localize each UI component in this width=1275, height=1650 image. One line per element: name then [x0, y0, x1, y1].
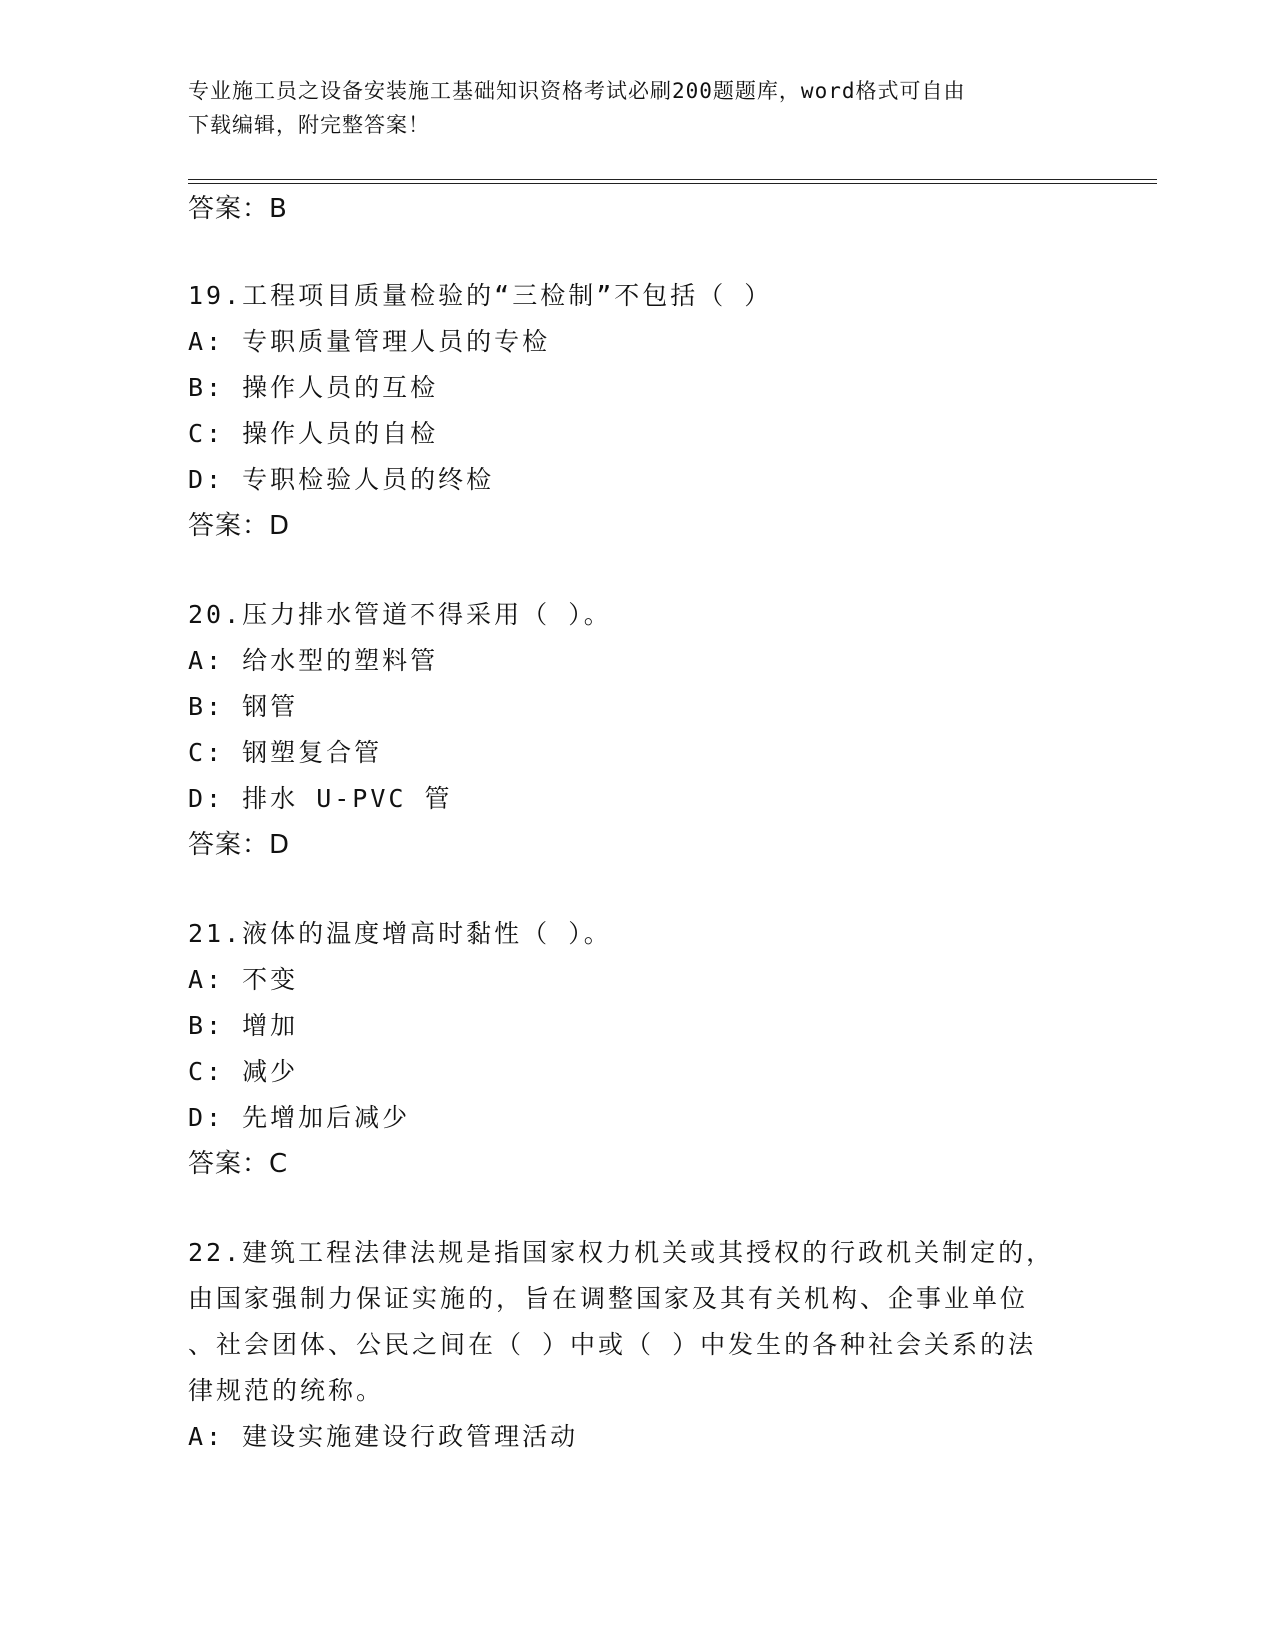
option-c: C: 钢塑复合管	[188, 738, 383, 767]
question-stem-line-3: 、社会团体、公民之间在（ ）中或（ ）中发生的各种社会关系的法	[188, 1330, 1037, 1359]
question-21	[188, 911, 1088, 1187]
option-d: D: 排水 U-PVC 管	[188, 784, 453, 813]
question-stem-line-4: 律规范的统称。	[188, 1376, 385, 1405]
question-19	[188, 273, 1088, 549]
option-d: D: 先增加后减少	[188, 1103, 411, 1132]
option-b: B: 操作人员的互检	[188, 373, 439, 402]
option-b: B: 钢管	[188, 692, 299, 721]
question-stem: 19.工程项目质量检验的“三检制”不包括（ ）	[188, 281, 773, 310]
option-a: A: 建设实施建设行政管理活动	[188, 1422, 579, 1451]
answer: 答案：D	[188, 511, 291, 541]
answer-18: 答案：B	[188, 194, 288, 224]
question-stem-line-2: 由国家强制力保证实施的，旨在调整国家及其有关机构、企事业单位	[188, 1284, 1029, 1313]
header-rule-top	[188, 179, 1157, 180]
header-line-2: 下载编辑，附完整答案！	[188, 113, 430, 137]
question-stem: 21.液体的温度增高时黏性（ ）。	[188, 919, 612, 948]
option-b: B: 增加	[188, 1011, 299, 1040]
option-d: D: 专职检验人员的终检	[188, 465, 495, 494]
answer: 答案：C	[188, 1149, 289, 1179]
question-stem: 20.压力排水管道不得采用（ ）。	[188, 600, 612, 629]
option-c: C: 操作人员的自检	[188, 419, 439, 448]
option-a: A: 不变	[188, 965, 299, 994]
answer: 答案：D	[188, 830, 291, 860]
question-stem-line-1: 22.建筑工程法律法规是指国家权力机关或其授权的行政机关制定的，	[188, 1238, 1055, 1267]
page-header	[188, 74, 1088, 142]
question-20	[188, 592, 1088, 868]
option-a: A: 专职质量管理人员的专检	[188, 327, 551, 356]
header-rule-bottom	[188, 183, 1157, 184]
option-c: C: 减少	[188, 1057, 299, 1086]
header-line-1: 专业施工员之设备安装施工基础知识资格考试必刷200题题库，word格式可自由	[188, 79, 966, 103]
option-a: A: 给水型的塑料管	[188, 646, 439, 675]
question-22	[188, 1230, 1088, 1460]
